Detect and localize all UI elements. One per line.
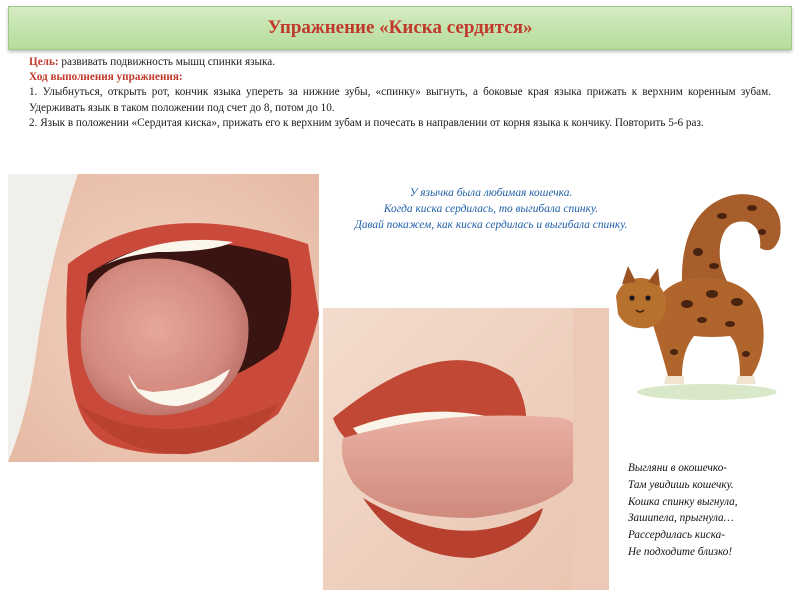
mouth-photo-front-image (8, 174, 319, 462)
goal-line (29, 55, 771, 70)
rhyme-bottom-line-5: Рассердилась киска- (628, 529, 725, 542)
rhyme-top-line-2: Когда киска сердилась, то выгибала спинку. (383, 203, 599, 215)
procedure-heading (29, 70, 771, 85)
mouth-photo-side-image (323, 308, 609, 590)
cat-icon (612, 186, 792, 404)
rhyme-top-line-1: У язычка была любимая кошечка. (409, 187, 573, 199)
rhyme-top-line-3: Давай покажем, как киска сердилась и выгибала спинку. (354, 219, 628, 231)
rhyme-bottom-line-1: Выгляни в окошечко- (628, 462, 728, 474)
rhyme-bottom (628, 460, 798, 561)
instructions-block (29, 55, 771, 131)
goal-label: Цель: (29, 56, 59, 68)
mouth-photo-side (323, 308, 609, 590)
rhyme-bottom-line-4: Зашипела, прыгнула… (628, 512, 734, 525)
rhyme-bottom-line-3: Кошка спинку выгнула, (628, 495, 738, 508)
procedure-step-2: 2. Язык в положении «Сердитая киска», прижать его к верхним зубам и почесать в направлении от корня языка к кончику. Повторить 5-6 раз. (29, 116, 704, 129)
mouth-photo-front (8, 174, 319, 462)
procedure-step-1: 1. Улыбнуться, открыть рот, кончик языка упереть за нижние зубы, «спинку» выгнуть, а боковые края языка прижать к верхним коренным зубам. Удерживать язык в таком положении под счет до 8, потом до 10. (29, 86, 771, 114)
slide-title: Упражнение «Киска сердится» (267, 17, 533, 38)
rhyme-top (330, 185, 652, 233)
rhyme-bottom-line-6: Не подходите близко! (628, 545, 733, 558)
procedure-label: Ход выполнения упражнения: (29, 71, 183, 84)
goal-text: развивать подвижность мышц спинки языка. (61, 56, 276, 68)
title-banner (8, 6, 792, 50)
angry-cat-illustration (612, 186, 792, 404)
rhyme-bottom-line-2: Там увидишь кошечку. (628, 478, 734, 491)
